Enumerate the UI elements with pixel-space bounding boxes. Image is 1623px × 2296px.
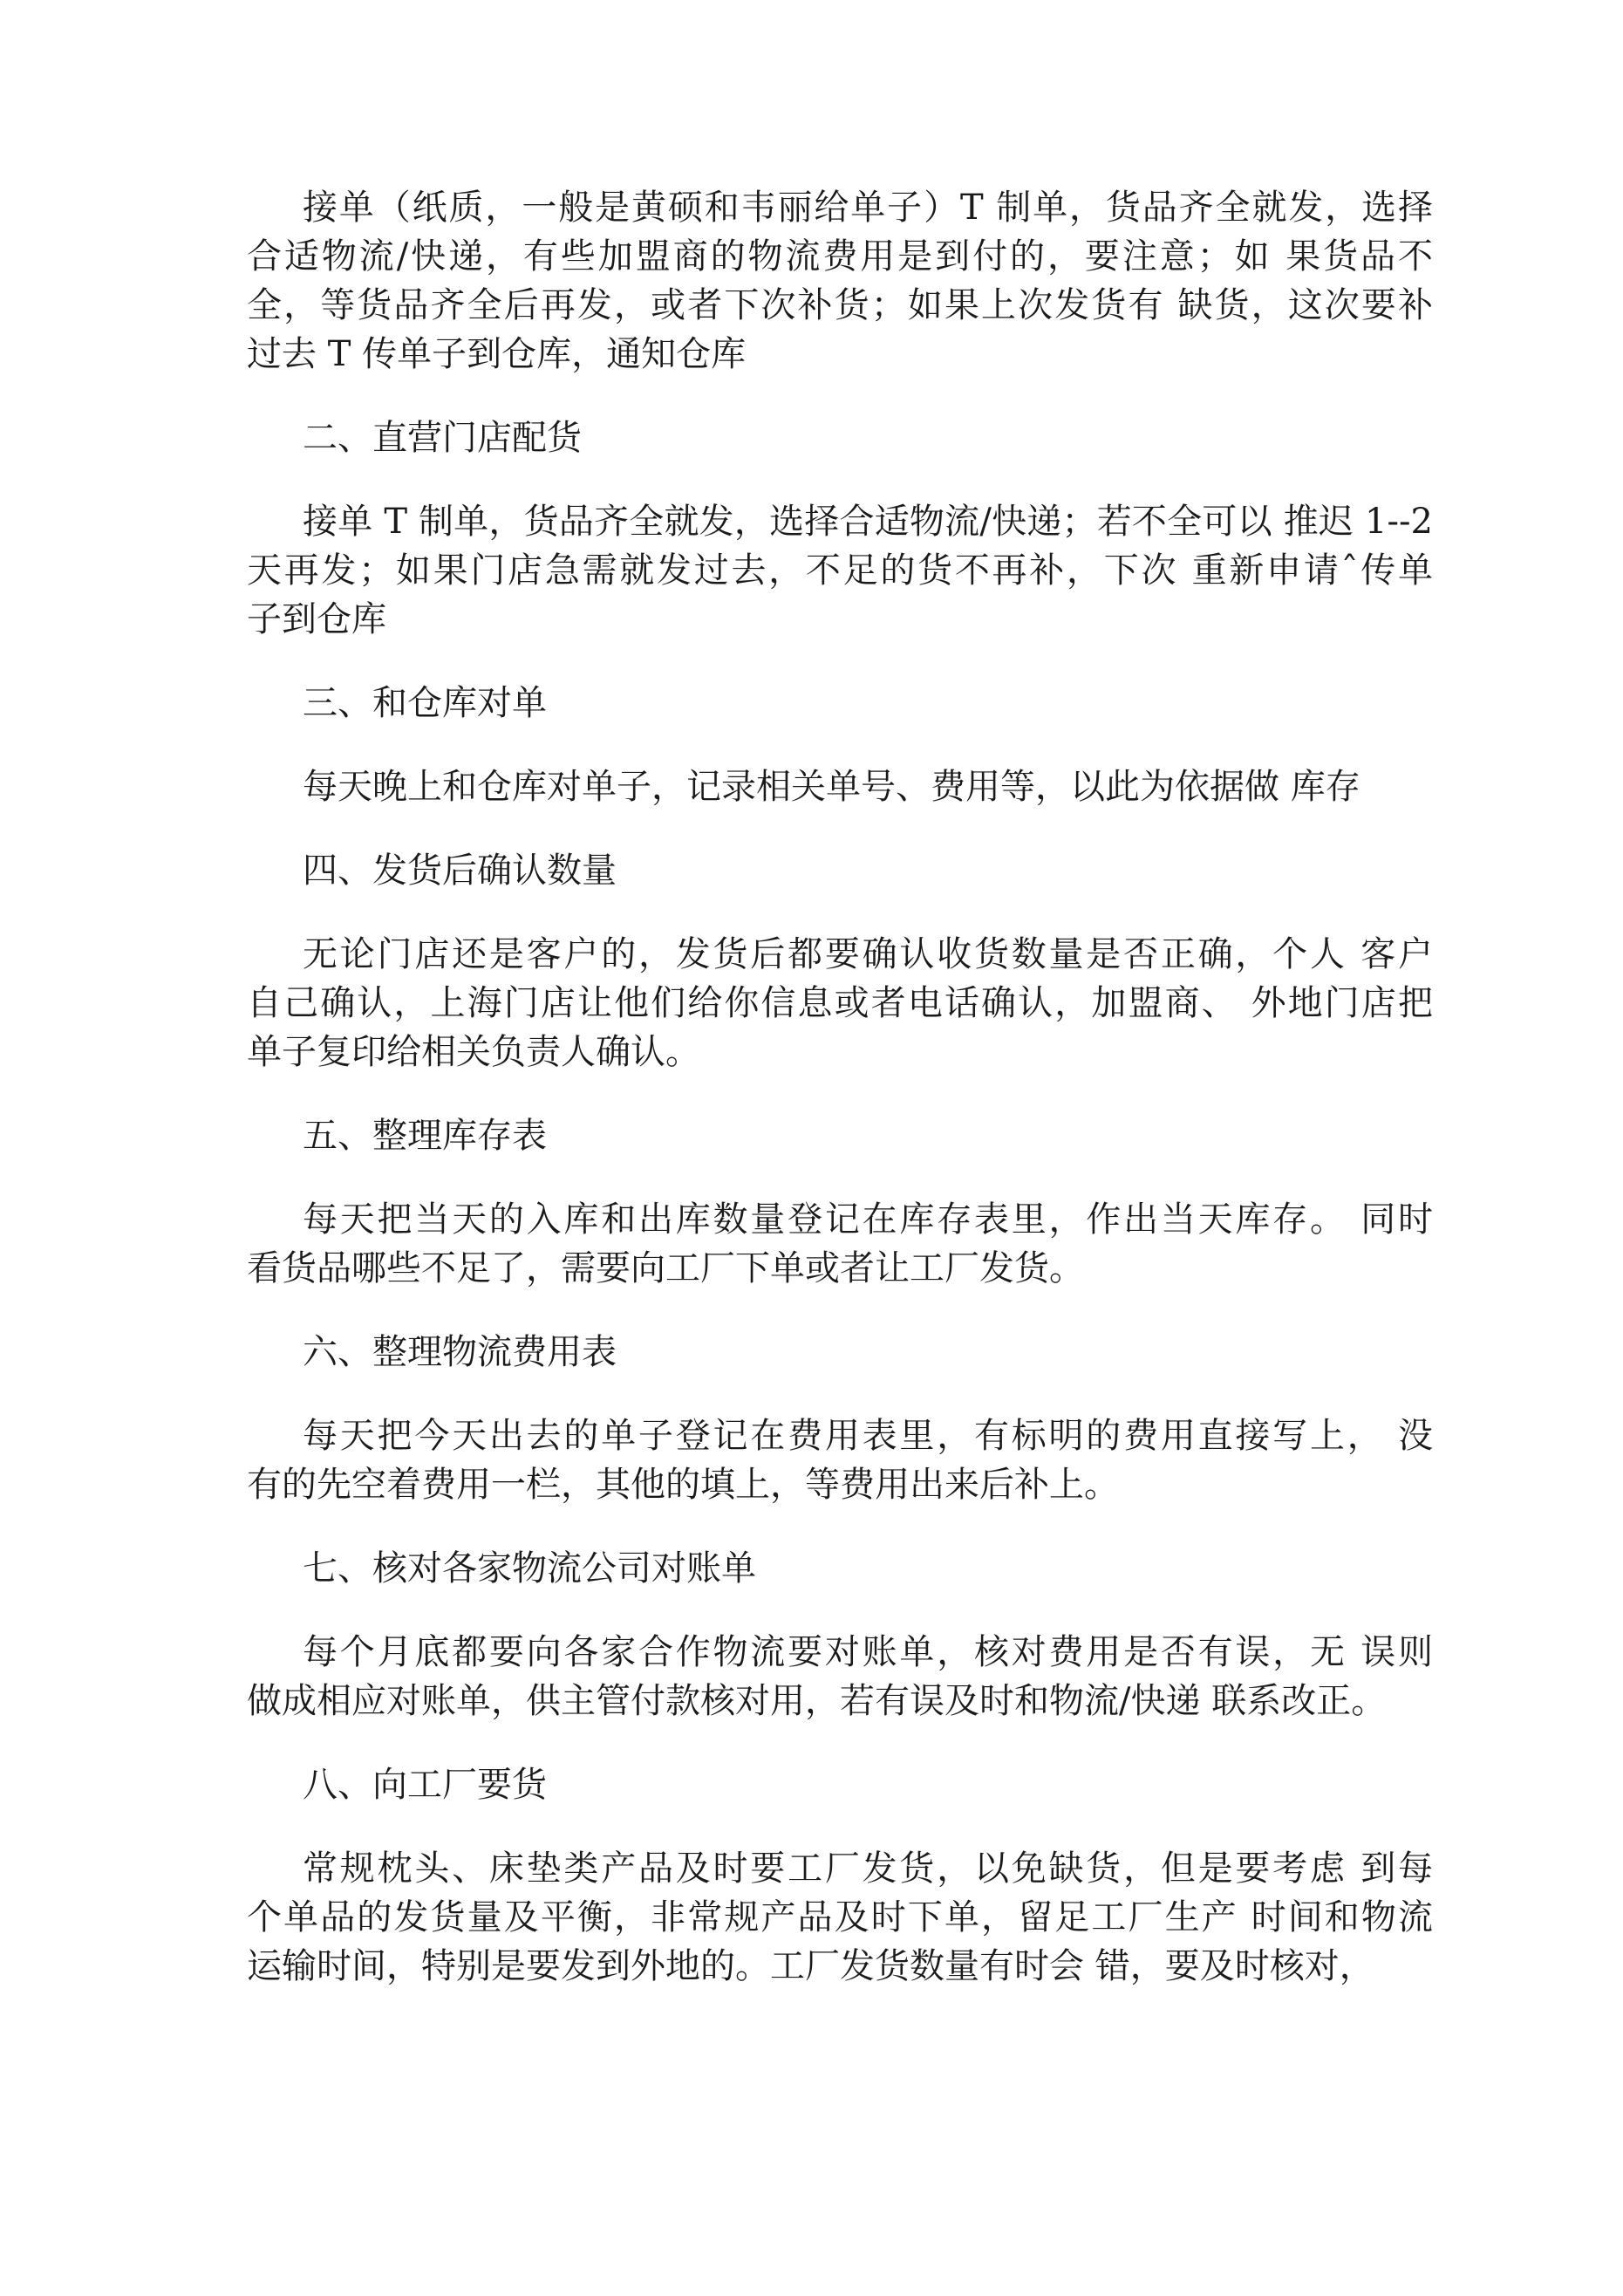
paragraph-line: 自己确认，上海门店让他们给你信息或者电话确认，加盟商、 外地门店把 bbox=[247, 983, 1433, 1023]
paragraph bbox=[247, 497, 1433, 644]
paragraph-line: 运输时间，特别是要发到外地的。工厂发货数量有时会 错，要及时核对， bbox=[247, 1946, 1374, 1986]
paragraph-line: 合适物流/快递，有些加盟商的物流费用是到付的，要注意；如 果货品不 bbox=[247, 236, 1433, 277]
paragraph bbox=[247, 1844, 1433, 1991]
paragraph-line: 做成相应对账单，供主管付款核对用，若有误及时和物流/快递 联系改正。 bbox=[247, 1681, 1387, 1721]
paragraph-line: 每天把当天的入库和出库数量登记在库存表里，作出当天库存。 同时 bbox=[303, 1199, 1433, 1240]
paragraph-line: 无论门店还是客户的，发货后都要确认收货数量是否正确，个人 客户 bbox=[303, 934, 1433, 974]
paragraph bbox=[247, 1195, 1433, 1293]
paragraph-line: 全，等货品齐全后再发，或者下次补货；如果上次发货有 缺货，这次要补 bbox=[247, 285, 1433, 325]
paragraph-line: 个单品的发货量及平衡，非常规产品及时下单，留足工厂生产 时间和物流 bbox=[247, 1897, 1433, 1937]
section-heading: 二、直营门店配货 bbox=[303, 418, 582, 458]
paragraph-line: 过去 T 传单子到仓库，通知仓库 bbox=[247, 334, 747, 374]
paragraph bbox=[247, 930, 1433, 1076]
paragraph-line: 常规枕头、床垫类产品及时要工厂发货，以免缺货，但是要考虑 到每 bbox=[303, 1848, 1433, 1889]
paragraph-line: 每天晚上和仓库对单子，记录相关单号、费用等，以此为依据做 库存 bbox=[303, 767, 1360, 807]
paragraph-line: 看货品哪些不足了，需要向工厂下单或者让工厂发货。 bbox=[247, 1248, 1084, 1288]
document-body bbox=[247, 183, 1433, 2026]
paragraph bbox=[247, 1411, 1433, 1509]
section-heading: 五、整理库存表 bbox=[303, 1116, 547, 1156]
paragraph-line: 单子复印给相关负责人确认。 bbox=[247, 1032, 700, 1072]
section-heading: 三、和仓库对单 bbox=[303, 683, 547, 723]
paragraph-line: 每天把今天出去的单子登记在费用表里，有标明的费用直接写上， 没 bbox=[303, 1416, 1433, 1456]
paragraph bbox=[247, 183, 1433, 379]
paragraph-line: 每个月底都要向各家合作物流要对账单，核对费用是否有误，无 误则 bbox=[303, 1632, 1433, 1672]
paragraph-line: 接单 T 制单，货品齐全就发，选择合适物流/快递；若不全可以 推迟 1--2 bbox=[303, 502, 1433, 542]
paragraph-line: 子到仓库 bbox=[247, 599, 386, 639]
paragraph-line: 有的先空着费用一栏，其他的填上，等费用出来后补上。 bbox=[247, 1465, 1119, 1505]
paragraph bbox=[247, 762, 1433, 811]
paragraph-line: 天再发；如果门店急需就发过去，不足的货不再补，下次 重新申请ˆ传单 bbox=[247, 550, 1433, 591]
section-heading: 八、向工厂要货 bbox=[303, 1765, 547, 1805]
paragraph-line: 接单（纸质，一般是黄硕和韦丽给单子）T 制单，货品齐全就发，选择 bbox=[303, 188, 1433, 228]
section-heading: 六、整理物流费用表 bbox=[303, 1332, 617, 1372]
paragraph bbox=[247, 1628, 1433, 1725]
section-heading: 四、发货后确认数量 bbox=[303, 851, 617, 891]
section-heading: 七、核对各家物流公司对账单 bbox=[303, 1548, 756, 1589]
